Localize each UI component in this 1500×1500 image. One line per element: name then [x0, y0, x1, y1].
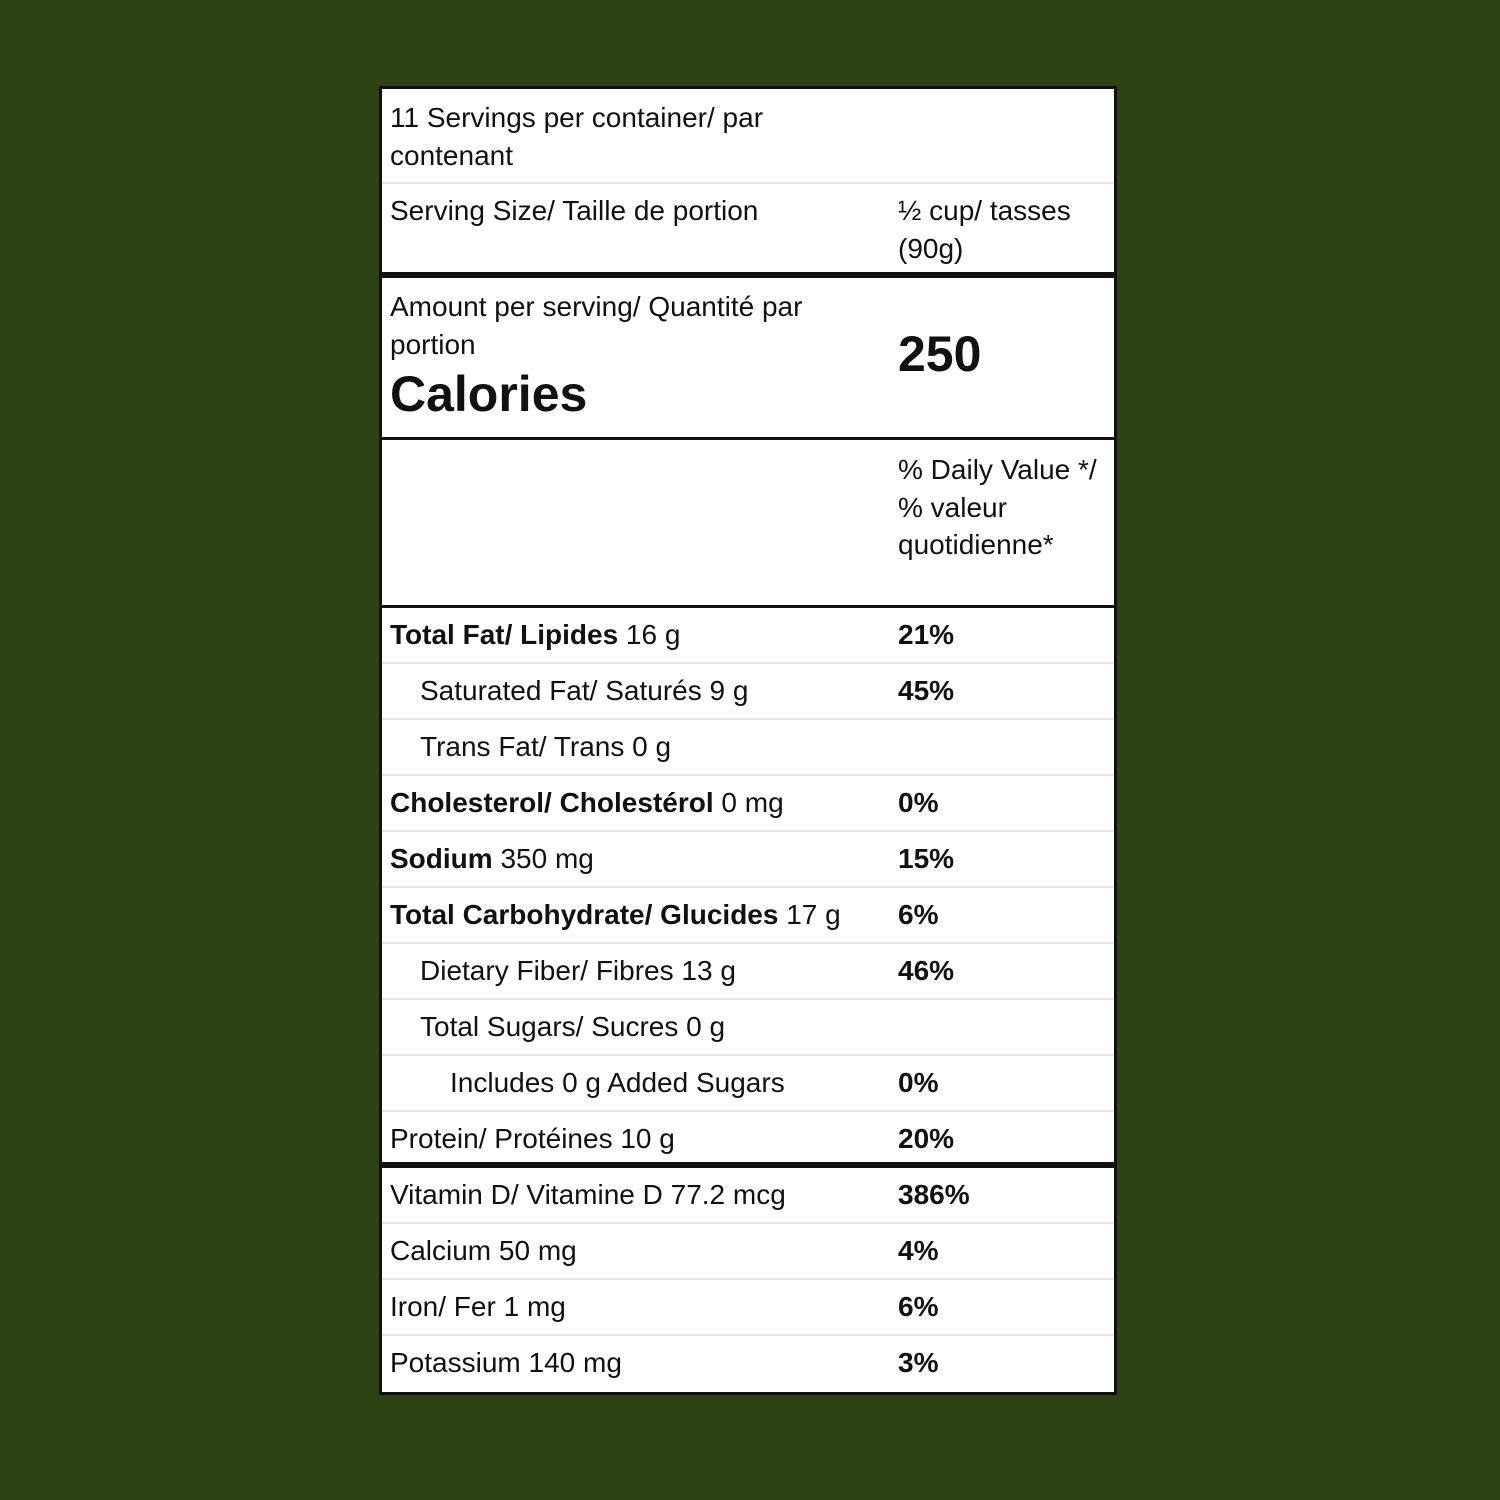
calories-label: Calories [390, 366, 588, 422]
nutrient-name: Includes 0 g Added Sugars [450, 1067, 785, 1098]
serving-size-value: ½ cup/ tasses (90g) [898, 195, 1071, 264]
nutrient-amount: 17 g [778, 899, 841, 930]
amount-per-serving-label: Amount per serving/ Quantité par portion [390, 291, 803, 360]
vitamin-pct: 4% [898, 1235, 939, 1266]
nutrient-amount: 13 g [673, 955, 736, 986]
serving-size-label: Serving Size/ Taille de portion [390, 195, 759, 226]
nutrient-row-total-carbohydrate [382, 888, 1114, 944]
nutrient-amount: 16 g [618, 619, 681, 650]
nutrient-row-protein [382, 1112, 1114, 1168]
servings-row [382, 89, 1114, 184]
nutrition-facts-label [379, 86, 1117, 1395]
vitamin-pct: 3% [898, 1347, 939, 1378]
nutrient-name: Sodium [390, 843, 493, 874]
servings-per-container: 11 Servings per container/ par contenant [390, 102, 764, 171]
nutrient-name: Cholesterol/ Cholestérol [390, 787, 714, 818]
nutrient-row-total-fat [382, 608, 1114, 664]
vitamin-name: Iron/ Fer 1 mg [390, 1291, 566, 1322]
vitamin-row-vitamin-d [382, 1168, 1114, 1224]
nutrient-name: Dietary Fiber/ Fibres [420, 955, 674, 986]
nutrient-amount: 0 mg [713, 787, 784, 818]
nutrient-row-total-sugars [382, 1000, 1114, 1056]
calories-row [382, 278, 1114, 440]
vitamin-pct: 386% [898, 1179, 970, 1210]
nutrient-amount: 0 g [678, 1011, 726, 1042]
vitamin-row-calcium [382, 1224, 1114, 1280]
nutrient-row-trans-fat [382, 720, 1114, 776]
daily-value-header-fr: % valeur quotidienne* [898, 491, 1054, 560]
nutrient-pct: 15% [898, 843, 955, 874]
serving-size-row [382, 184, 1114, 278]
nutrient-row-sodium [382, 832, 1114, 888]
nutrient-pct: 21% [898, 619, 955, 650]
calories-value: 250 [898, 325, 982, 382]
vitamin-pct: 6% [898, 1291, 939, 1322]
nutrient-row-saturated-fat [382, 664, 1114, 720]
nutrient-name: Saturated Fat/ Saturés [420, 675, 702, 706]
daily-value-header-en: % Daily Value */ [898, 454, 1097, 485]
nutrient-name: Total Carbohydrate/ Glucides [390, 899, 779, 930]
nutrient-name: Total Fat/ Lipides [390, 619, 619, 650]
nutrient-amount: 9 g [701, 675, 749, 706]
nutrient-pct: 46% [898, 955, 955, 986]
vitamin-name: Vitamin D/ Vitamine D 77.2 mcg [390, 1179, 786, 1210]
nutrient-pct: 6% [898, 899, 939, 930]
nutrient-amount: 350 mg [492, 843, 594, 874]
vitamin-name: Calcium 50 mg [390, 1235, 577, 1266]
vitamin-row-iron [382, 1280, 1114, 1336]
nutrient-pct [890, 1000, 1114, 1054]
daily-value-header-row [382, 440, 1114, 608]
vitamin-name: Potassium 140 mg [390, 1347, 622, 1378]
nutrient-pct: 20% [898, 1123, 955, 1154]
nutrient-row-cholesterol [382, 776, 1114, 832]
vitamin-row-potassium [382, 1336, 1114, 1392]
nutrient-pct: 45% [898, 675, 955, 706]
nutrient-row-dietary-fiber [382, 944, 1114, 1000]
nutrient-pct [890, 720, 1114, 774]
nutrient-name: Total Sugars/ Sucres [420, 1011, 679, 1042]
nutrient-name: Protein/ Protéines [390, 1123, 613, 1154]
nutrient-pct: 0% [898, 1067, 939, 1098]
nutrient-amount: 10 g [612, 1123, 675, 1154]
nutrient-pct: 0% [898, 787, 939, 818]
nutrient-name: Trans Fat/ Trans [420, 731, 625, 762]
nutrient-row-added-sugars [382, 1056, 1114, 1112]
nutrient-amount: 0 g [624, 731, 672, 762]
